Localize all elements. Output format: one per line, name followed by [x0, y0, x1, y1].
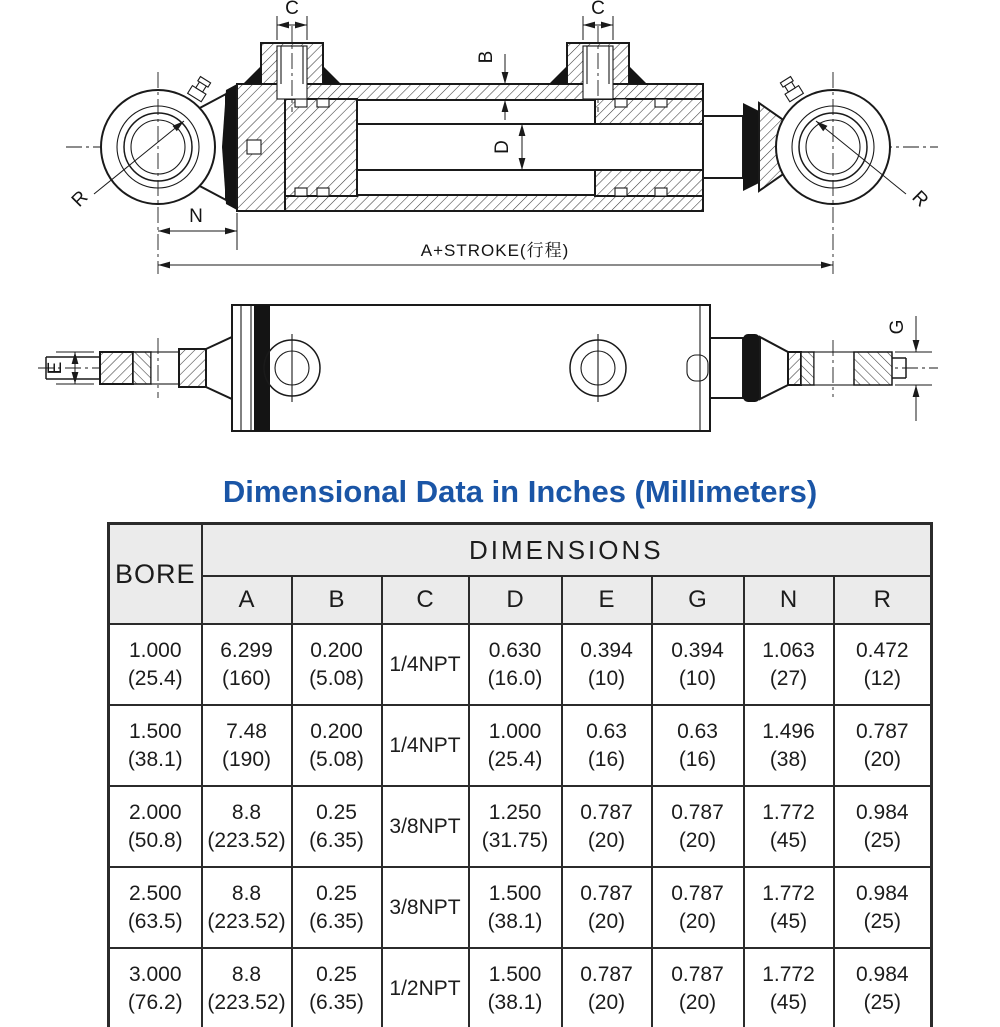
cell-line: 0.63: [586, 720, 627, 744]
cell-line: (25): [863, 828, 901, 852]
dim-cell-r: [834, 705, 932, 786]
cell-line: 0.394: [671, 639, 724, 663]
gland-top: [595, 99, 703, 124]
cell-line: (5.08): [309, 747, 364, 771]
cell-line: 1.250: [488, 801, 542, 825]
dim-cell-d: [469, 786, 562, 867]
cell-line: (190): [221, 747, 272, 771]
bore-cell: [109, 867, 202, 948]
dim-cell-b: [292, 624, 382, 705]
table-header-row-1: [109, 524, 932, 577]
dim-cell-n: [744, 948, 834, 1027]
cell-line: (45): [769, 990, 808, 1014]
grease-fitting: [779, 75, 804, 101]
cell-line: (25.4): [487, 747, 543, 771]
cell-line: 1/4NPT: [389, 733, 461, 757]
dim-cell-r: [834, 786, 932, 867]
cell-line: (27): [769, 666, 808, 690]
dim-cell-n: [744, 786, 834, 867]
dim-cell-d: [469, 624, 562, 705]
col-header-g: G: [652, 576, 744, 624]
cell-line: (16): [587, 747, 626, 771]
side-section-view: [66, 0, 938, 274]
cell-line: (25): [863, 990, 901, 1014]
cell-line: 0.787: [671, 801, 724, 825]
cell-line: (10): [587, 666, 626, 690]
dim-cell-e: [562, 705, 652, 786]
cell-line: 0.25: [316, 882, 357, 906]
cell-line: (38.1): [487, 990, 543, 1014]
cell-line: 0.984: [856, 882, 909, 906]
cell-line: 6.299: [220, 639, 273, 663]
cell-line: 1.000: [488, 720, 542, 744]
cell-line: (25.4): [127, 666, 183, 690]
dim-cell-b: [292, 867, 382, 948]
dim-cell-g: [652, 948, 744, 1027]
dim-label-c-right: C: [591, 0, 605, 19]
page-title: Dimensional Data in Inches (Millimeters): [222, 474, 818, 509]
dim-label-c-left: C: [285, 0, 299, 19]
cell-line: 3.000: [128, 963, 182, 987]
cell-line: (160): [221, 666, 272, 690]
dim-cell-e: [562, 786, 652, 867]
dim-cell-a: [202, 705, 292, 786]
cell-line: (38.1): [487, 909, 543, 933]
cell-line: (20): [587, 990, 626, 1014]
cell-line: (38.1): [127, 747, 183, 771]
cell-line: (12): [863, 666, 901, 690]
dim-cell-n: [744, 705, 834, 786]
cell-line: (63.5): [127, 909, 183, 933]
dim-label-n: N: [189, 206, 203, 227]
cell-line: 1.772: [762, 801, 815, 825]
cell-line: 0.25: [316, 963, 357, 987]
cell-line: (50.8): [127, 828, 183, 852]
cell-line: (25): [863, 909, 901, 933]
bore-cell: [109, 948, 202, 1027]
dim-label-r-right: R: [907, 186, 933, 212]
cell-line: (6.35): [309, 990, 364, 1014]
table-row: [109, 705, 932, 786]
cell-line: (10): [678, 666, 717, 690]
cell-line: 1.772: [762, 963, 815, 987]
bore-header: BORE: [109, 524, 202, 625]
dim-cell-n: [744, 867, 834, 948]
col-header-b: B: [292, 576, 382, 624]
plan-body: [232, 305, 710, 431]
cell-line: 2.000: [128, 801, 182, 825]
dim-cell-a: [202, 786, 292, 867]
cell-line: (20): [678, 990, 717, 1014]
dim-label-d: D: [492, 140, 513, 154]
grease-fitting: [188, 75, 213, 101]
plan-view: [38, 305, 938, 431]
cell-line: (76.2): [127, 990, 183, 1014]
cell-line: 0.200: [310, 639, 363, 663]
col-header-c: C: [382, 576, 469, 624]
dim-label-g: G: [887, 319, 908, 335]
dim-label-b: B: [476, 50, 497, 64]
dimensions-header: DIMENSIONS: [202, 524, 932, 577]
cell-line: 8.8: [231, 882, 262, 906]
col-header-d: D: [469, 576, 562, 624]
plan-right-rod-end: [710, 334, 906, 402]
cell-line: 0.787: [580, 963, 633, 987]
table-row: [109, 867, 932, 948]
dim-label-e: E: [45, 361, 66, 375]
cell-line: 0.787: [671, 963, 724, 987]
dim-cell-d: [469, 867, 562, 948]
dim-cell-g: [652, 786, 744, 867]
barrel-bottom-wall: [237, 195, 703, 211]
cell-line: (45): [769, 828, 808, 852]
cell-line: 0.787: [580, 882, 633, 906]
dim-cell-n: [744, 624, 834, 705]
dim-cell-b: [292, 948, 382, 1027]
dim-cell-r: [834, 624, 932, 705]
dim-cell-e: [562, 948, 652, 1027]
bore-cell: [109, 624, 202, 705]
cell-line: (16.0): [487, 666, 543, 690]
col-header-a: A: [202, 576, 292, 624]
dim-label-r-left: R: [67, 186, 93, 212]
dim-cell-d: [469, 705, 562, 786]
dim-cell-c: [382, 786, 469, 867]
cell-line: (31.75): [481, 828, 549, 852]
dim-cell-b: [292, 705, 382, 786]
cell-line: 0.394: [580, 639, 633, 663]
bore-cell: [109, 705, 202, 786]
cell-line: 8.8: [231, 963, 262, 987]
dim-cell-d: [469, 948, 562, 1027]
dim-cell-c: [382, 948, 469, 1027]
cell-line: 0.63: [677, 720, 718, 744]
right-rod-eye: [776, 72, 890, 274]
cell-line: (16): [678, 747, 717, 771]
dim-cell-e: [562, 867, 652, 948]
cell-line: 0.984: [856, 801, 909, 825]
cell-line: (45): [769, 909, 808, 933]
cell-line: 0.787: [671, 882, 724, 906]
cell-line: (20): [587, 909, 626, 933]
dim-cell-c: [382, 624, 469, 705]
cell-line: 3/8NPT: [389, 814, 461, 838]
table-row: [109, 624, 932, 705]
cell-line: (223.52): [207, 990, 286, 1014]
cell-line: (38): [769, 747, 808, 771]
cell-line: 0.25: [316, 801, 357, 825]
dim-cell-b: [292, 786, 382, 867]
cell-line: 1/2NPT: [389, 976, 461, 1000]
cell-line: 1/4NPT: [389, 652, 461, 676]
dim-cell-c: [382, 705, 469, 786]
dim-label-a-stroke: A+STROKE(行程): [420, 241, 570, 260]
cell-line: 1.496: [762, 720, 815, 744]
dim-cell-e: [562, 624, 652, 705]
cell-line: (223.52): [207, 909, 286, 933]
dimensions-table: [107, 522, 933, 1027]
table-row: [109, 948, 932, 1027]
cell-line: 0.472: [856, 639, 909, 663]
gland-bottom: [595, 170, 703, 196]
left-rod-eye: [101, 72, 237, 274]
cell-line: 2.500: [128, 882, 182, 906]
cell-line: (5.08): [309, 666, 364, 690]
cell-line: 1.772: [762, 882, 815, 906]
cell-line: 0.787: [580, 801, 633, 825]
col-header-r: R: [834, 576, 932, 624]
technical-drawing: [0, 0, 1000, 470]
cell-line: 1.500: [128, 720, 182, 744]
cell-line: 7.48: [226, 720, 267, 744]
piston: [285, 99, 357, 196]
col-header-n: N: [744, 576, 834, 624]
dim-cell-a: [202, 867, 292, 948]
cell-line: (20): [678, 828, 717, 852]
dim-cell-c: [382, 867, 469, 948]
bore-cell: [109, 786, 202, 867]
dim-cell-r: [834, 948, 932, 1027]
dim-cell-r: [834, 867, 932, 948]
cell-line: (20): [678, 909, 717, 933]
dim-cell-g: [652, 867, 744, 948]
cell-line: 1.063: [762, 639, 815, 663]
table-row: [109, 786, 932, 867]
cell-line: 8.8: [231, 801, 262, 825]
cell-line: (6.35): [309, 828, 364, 852]
col-header-e: E: [562, 576, 652, 624]
dim-cell-g: [652, 705, 744, 786]
cell-line: 1.000: [128, 639, 182, 663]
cell-line: (223.52): [207, 828, 286, 852]
cell-line: (20): [863, 747, 901, 771]
table-header-row-2: [109, 576, 932, 624]
cell-line: 1.500: [488, 882, 542, 906]
dim-cell-g: [652, 624, 744, 705]
cell-line: (20): [587, 828, 626, 852]
cell-line: 0.200: [310, 720, 363, 744]
cell-line: 0.984: [856, 963, 909, 987]
dim-cell-a: [202, 624, 292, 705]
cell-line: 1.500: [488, 963, 542, 987]
cell-line: 0.787: [856, 720, 909, 744]
cell-line: 0.630: [488, 639, 542, 663]
cell-line: (6.35): [309, 909, 364, 933]
dim-cell-a: [202, 948, 292, 1027]
cell-line: 3/8NPT: [389, 895, 461, 919]
